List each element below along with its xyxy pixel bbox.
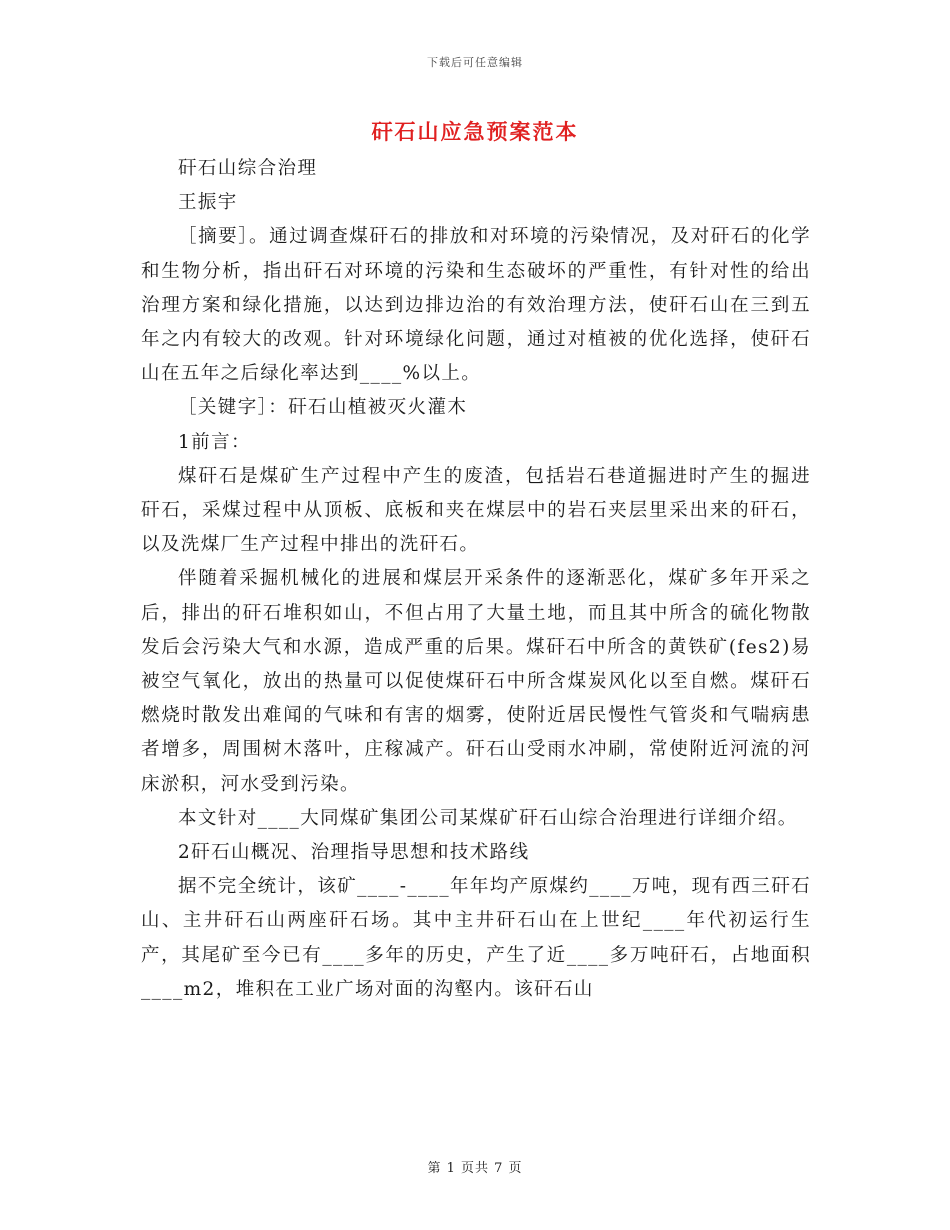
author-name: 王振宇 xyxy=(178,192,238,214)
body-paragraph: 伴随着采掘机械化的进展和煤层开采条件的逐渐恶化，煤矿多年开采之后，排出的矸石堆积如山，不但占用了大量土地，而且其中所含的硫化物散发后会污染大气和水源，造成严重的后果。煤矸石中所含的黄铁矿(fes2)易被空气氧化，放出的热量可以促使煤矸石中所含煤炭风化以至自燃。煤矸石燃烧时散发出难闻的气味和有害的烟雾，使附近居民慢性气管炎和气喘病患者增多，周围树木落叶，庄稼减产。矸石山受雨水冲刷，常使附近河流的河床淤积，河水受到污染。 xyxy=(141,568,811,795)
page-header: 下载后可任意编辑 xyxy=(427,56,523,69)
abstract-paragraph: ［摘要］。通过调查煤矸石的排放和对环境的污染情况，及对矸石的化学和生物分析，指出矸石对环境的污染和生态破坏的严重性，有针对性的给出治理方案和绿化措施，以达到边排边治的有效治理方法，使矸石山在三到五年之内有较大的改观。针对环境绿化问题，通过对植被的优化选择，使矸石山在五年之后绿化率达到____%以上。 xyxy=(141,226,811,385)
section-heading: 矸石山综合治理 xyxy=(178,158,318,179)
section-heading-preface: 1前言： xyxy=(178,431,251,453)
section-heading-overview: 2矸石山概况、治理指导思想和技术路线 xyxy=(178,842,530,864)
body-paragraph: 据不完全统计，该矿____-____年年均产原煤约____万吨，现有西三矸石山、主井矸石山两座矸石场。其中主井矸石山在上世纪____年代初运行生产，其尾矿至今已有____多年的历史，产生了近____多万吨矸石，占地面积____m2，堆积在工业广场对面的沟壑内。该矸石山 xyxy=(141,876,811,1000)
body-paragraph: 本文针对____大同煤矿集团公司某煤矿矸石山综合治理进行详细介绍。 xyxy=(178,807,798,829)
page-number: 第 1 页共 7 页 xyxy=(427,1161,523,1176)
document-title: 矸石山应急预案范本 xyxy=(371,119,579,144)
keywords-paragraph: ［关键字］：矸石山植被灭火灌木 xyxy=(178,397,468,419)
document-body xyxy=(141,152,811,1007)
body-paragraph: 煤矸石是煤矿生产过程中产生的废渣，包括岩石巷道掘进时产生的掘进矸石，采煤过程中从顶板、底板和夹在煤层中的岩石夹层里采出来的矸石，以及洗煤厂生产过程中排出的洗矸石。 xyxy=(141,465,811,556)
